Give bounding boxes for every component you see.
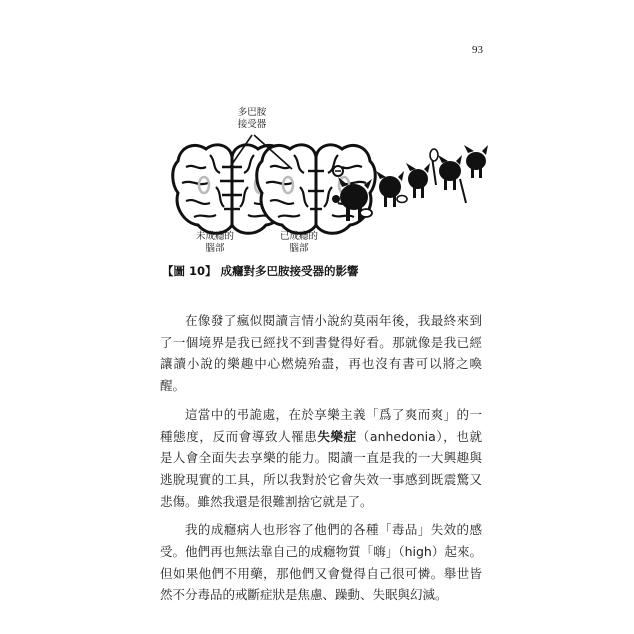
paragraph: 我的成癮病人也形容了他們的各種「毒品」失效的感受。他們再也無法靠自己的成癮物質「嗨」（high）起來。但如果他們不用藥，那他們又會覺得自己很可憐。舉世皆然不分毒品的戒斷症狀是焦慮、躁動、失眠與幻滅。 bbox=[160, 522, 482, 603]
paragraph: 在像發了瘋似閱讀言情小說約莫兩年後，我最終來到了一個境界是我已經找不到書覺得好看。那就像是我已經讓讀小說的樂趣中心燃燒殆盡，再也沒有書可以將之喚醒。 bbox=[160, 313, 482, 394]
figure-caption: 【圖 10】 成癮對多巴胺接受器的影響 bbox=[162, 264, 359, 278]
right-brain-label bbox=[264, 231, 334, 255]
page-number: 93 bbox=[472, 44, 483, 56]
monster-icon bbox=[376, 171, 407, 207]
paragraph bbox=[160, 404, 482, 513]
figure bbox=[160, 95, 490, 255]
receptor-label bbox=[230, 107, 274, 131]
paragraph-text: 這當中的弔詭處，在於享樂主義「爲了爽而爽」的一種態度，反而會導致人罹患 bbox=[160, 406, 482, 444]
paragraph-text: （anhedonia），也就是人會全面失去享樂的能力。閱讀一直是我的一大興趣與逃脫現實的工具，所以我對於它會失效一事感到既震驚又悲傷。雖然我還是很難割捨它就是了。 bbox=[160, 428, 482, 509]
right-brain-label-line-2: 腦部 bbox=[289, 243, 309, 254]
bold-term: 失樂症 bbox=[317, 428, 357, 444]
monster-icon bbox=[438, 155, 466, 203]
left-brain-label-line-1: 未成癮的 bbox=[195, 231, 234, 242]
monster-icon bbox=[464, 145, 488, 178]
receptor-label-line-1: 多巴胺 bbox=[237, 107, 267, 118]
left-brain-label bbox=[180, 231, 250, 255]
receptor-label-line-2: 接受器 bbox=[237, 119, 267, 130]
right-brain-label-line-1: 已成癮的 bbox=[279, 231, 318, 242]
body-text bbox=[160, 310, 482, 613]
left-brain-label-line-2: 腦部 bbox=[205, 243, 225, 254]
monster-icon bbox=[406, 149, 438, 198]
